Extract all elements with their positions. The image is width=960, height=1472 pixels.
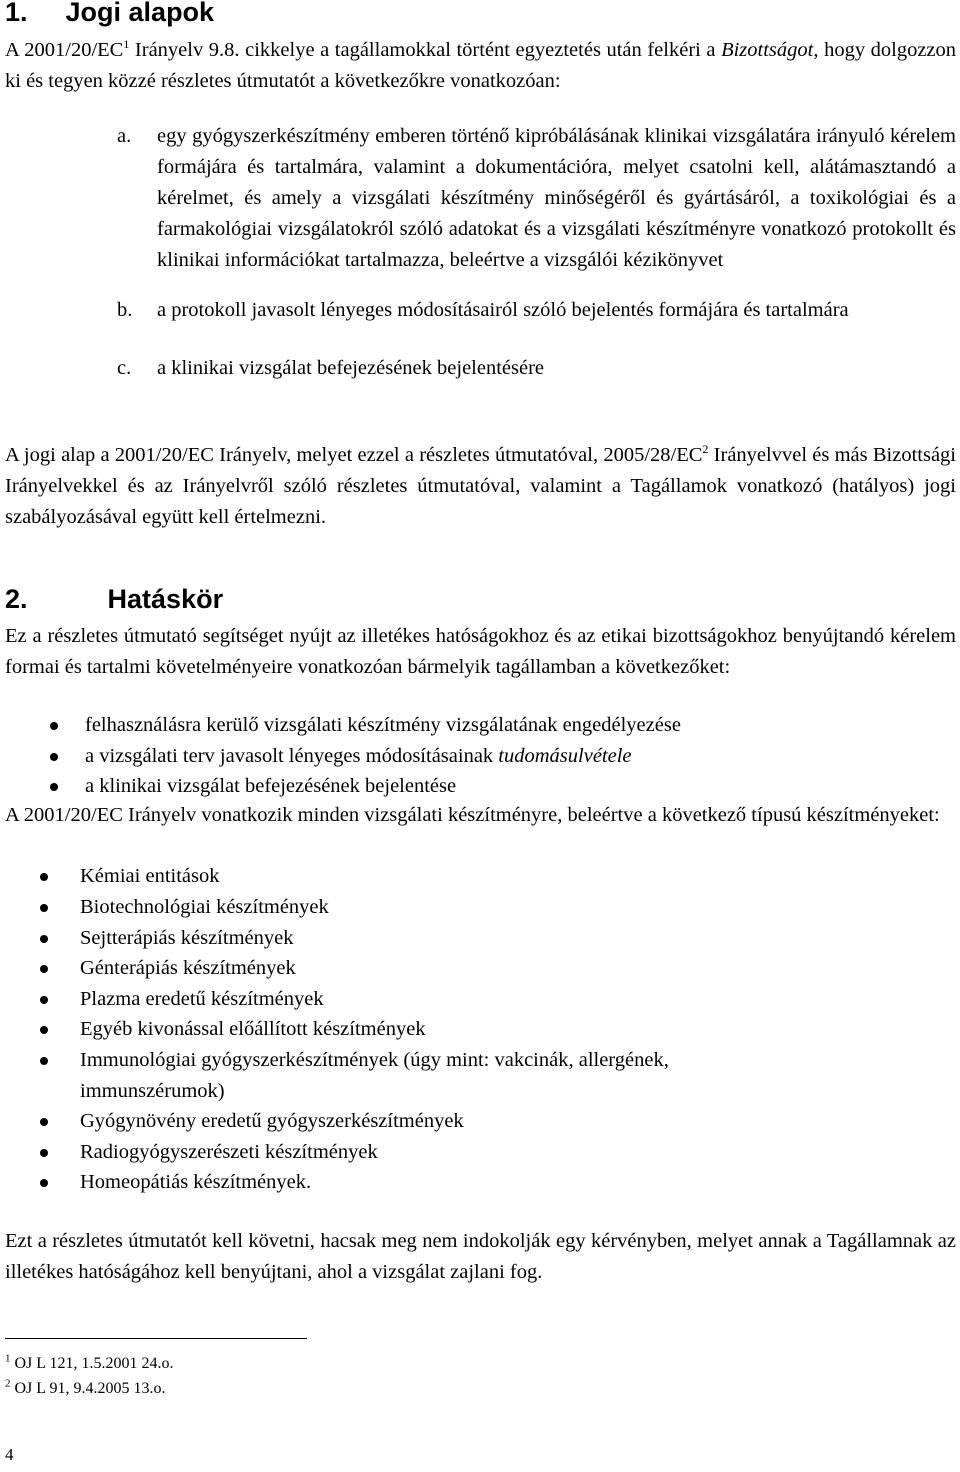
- bullet-icon: [40, 1026, 48, 1034]
- item-label-b: b.: [117, 299, 133, 321]
- bullet-text: a vizsgálati terv javasolt lényeges módosításainak: [85, 745, 494, 767]
- footnote-ref-1: 1: [123, 37, 130, 52]
- list-item-b: a protokoll javasolt lényeges módosításairól szóló bejelentés formájára és tartalmára: [157, 299, 849, 321]
- bullet-item: Homeopátiás készítmények.: [80, 1171, 312, 1193]
- bullet-icon: [40, 935, 48, 943]
- section-number: 1.: [5, 0, 28, 27]
- bullet-item: Egyéb kivonással előállított készítmények: [80, 1018, 426, 1040]
- bullet-icon: [40, 965, 48, 973]
- legal-basis-paragraph: [5, 440, 956, 533]
- bullet-item: Sejtterápiás készítmények: [80, 927, 294, 949]
- bullet-icon: [40, 996, 48, 1004]
- list-item-a: egy gyógyszerkészítmény emberen történő kipróbálásának klinikai vizsgálatára irányuló kérelem formájára és tartalmára, valamint a dokumentációra, melyet csatolni kell, alátámasztandó a kérelmet, és amely a vizsgálati készítmény minőségéről és gyártásáról, a toxikológiai és a farmakológiai vizsgálatokról szóló adatokat és a vizsgálati készítményre vonatkozó protokollt és klinikai információkat tartalmazza, beleértve a vizsgálói kézikönyvet: [157, 125, 956, 271]
- bullet-item: Kémiai entitások: [80, 865, 220, 887]
- bullet-icon: [40, 873, 48, 881]
- section-1-heading: [5, 0, 214, 27]
- closing-paragraph: Ezt a részletes útmutatót kell követni, hacsak meg nem indokolják egy kérvényben, melyet annak a Tagállamnak az illetékes hatóságához kell benyújtani, ahol a vizsgálat zajlani fog.: [5, 1230, 956, 1283]
- bullet-icon: [50, 722, 58, 730]
- section-number: 2.: [5, 584, 28, 614]
- intro-italic: Bizottságot,: [721, 39, 819, 61]
- bullet-italic: tudomásulvétele: [498, 745, 632, 767]
- bullet-item: a klinikai vizsgálat befejezésének bejelentése: [85, 775, 457, 797]
- section-2-heading: [5, 584, 223, 614]
- bullet-item: Génterápiás készítmények: [80, 957, 296, 979]
- bullet-item: Biotechnológiai készítmények: [80, 896, 329, 918]
- section-2-para2: A 2001/20/EC Irányelv vonatkozik minden vizsgálati készítményre, beleértve a következő típusú készítményeket:: [5, 804, 940, 826]
- intro-text-2: Irányelv 9.8. cikkelye a tagállamokkal történt egyeztetés után felkéri a: [134, 39, 716, 61]
- section-2-intro: Ez a részletes útmutató segítséget nyújt az illetékes hatóságokhoz és az etikai bizottságokhoz benyújtandó kérelem formai és tartalmi követelményeire vonatkozóan bármelyik tagállamban a következőket:: [5, 625, 956, 678]
- bullet-icon: [50, 783, 58, 791]
- footnote-text: OJ L 121, 1.5.2001 24.o.: [14, 1355, 174, 1372]
- footnote-2: [5, 1377, 165, 1401]
- section-1-intro: [5, 35, 956, 97]
- item-label-c: c.: [117, 357, 132, 379]
- footnote-divider: [5, 1338, 307, 1339]
- legal-basis-text-2: Irányelvvel és más Bizottsági Irányelvekkel és az Irányelvről szóló részletes útmutatóval, valamint a Tagállamok vonatkozó (hatályos) jogi szabályozásával együtt kell értelmezni.: [5, 444, 956, 528]
- section-title: Jogi alapok: [65, 0, 215, 27]
- bullet-icon: [40, 1057, 48, 1065]
- bullet-item: felhasználásra kerülő vizsgálati készítmény vizsgálatának engedélyezése: [85, 714, 681, 736]
- footnote-ref-2: 2: [702, 442, 709, 457]
- legal-basis-text: A jogi alap a 2001/20/EC Irányelv, melyet ezzel a részletes útmutatóval, 2005/28/EC: [5, 444, 703, 466]
- footnote-1: [5, 1352, 173, 1376]
- footnote-text: OJ L 91, 9.4.2005 13.o.: [14, 1380, 166, 1397]
- intro-text: A 2001/20/EC: [5, 39, 124, 61]
- bullet-icon: [40, 1179, 48, 1187]
- bullet-icon: [40, 904, 48, 912]
- section-title: Hatáskör: [107, 584, 224, 614]
- page-number: 4: [5, 1445, 14, 1464]
- item-label-a: a.: [117, 125, 132, 147]
- bullet-item: Radiogyógyszerészeti készítmények: [80, 1141, 378, 1163]
- bullet-icon: [40, 1118, 48, 1126]
- bullet-item: [85, 741, 632, 772]
- bullet-item: Plazma eredetű készítmények: [80, 988, 324, 1010]
- bullet-icon: [40, 1149, 48, 1157]
- footnote-number: 1: [5, 1352, 11, 1365]
- intro-text-3: hogy dolgozzon ki és tegyen közzé részletes útmutatót a következőkre vonatkozóan:: [5, 39, 957, 92]
- bullet-item: Immunológiai gyógyszerkészítmények (úgy mint: vakcinák, allergének, immunszérumok): [80, 1049, 669, 1102]
- list-item-c: a klinikai vizsgálat befejezésének bejelentésére: [157, 357, 545, 379]
- footnote-number: 2: [5, 1377, 11, 1390]
- bullet-item: Gyógynövény eredetű gyógyszerkészítmények: [80, 1110, 464, 1132]
- bullet-icon: [50, 753, 58, 761]
